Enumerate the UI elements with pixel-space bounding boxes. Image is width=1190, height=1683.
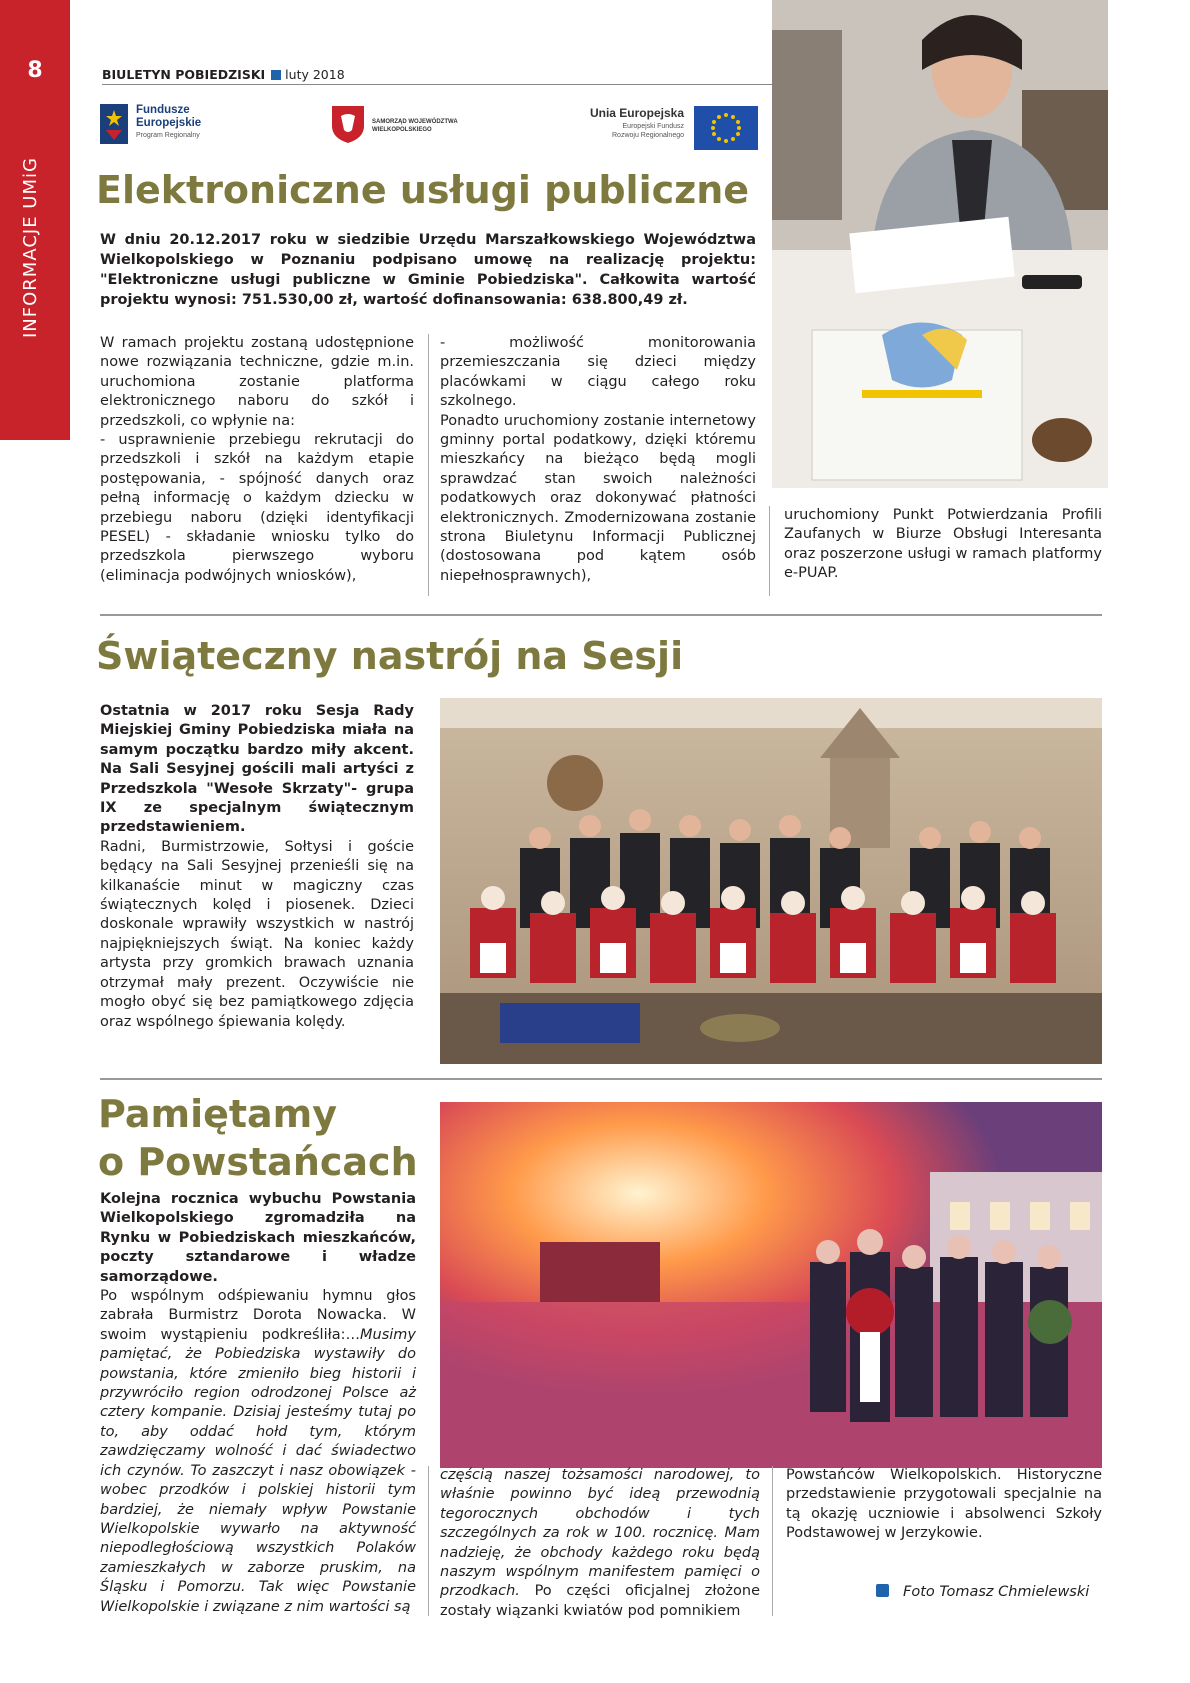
title-line: o Powstańcach bbox=[98, 1140, 418, 1184]
column-divider bbox=[769, 506, 770, 596]
eu-flag-icon bbox=[694, 106, 758, 150]
wlkp-line2: WIELKOPOLSKIEGO bbox=[372, 127, 432, 133]
header-rule bbox=[102, 84, 772, 85]
speech-quote: Musimy pamiętać, że Pobiedziska wystawiły do powstania, które zmieniło bieg historii i przywróciło region odrodzonej Polsce aż cztery kompanie. Dzisiaj jesteśmy tutaj po to, aby oddać hołd tym, którym zawdzięczamy wolność i dać świadectwo ich czynów. To zaszczyt i nasz obowiązek - wobec przodków i polskiej historii tym bardziej, że niemały wpływ Powstanie Wielkopolskie wywarło na aktywność niepodległościową wszystkich Polaków zamieszkałych w zaborze pruskim, na Śląsku i Pomorzu. Tak więc Powstanie Wielkopolskie i związane z nim wartości są bbox=[100, 1326, 416, 1615]
section-divider bbox=[100, 1078, 1102, 1080]
article-column-3: uruchomiony Punkt Potwierdzania Profili Zaufanych w Biurze Obsługi Interesanta oraz poszerzone usługi w ramach platformy e-PUAP. bbox=[784, 507, 1102, 582]
article-title-insurgents bbox=[98, 1090, 418, 1186]
article-text bbox=[100, 702, 414, 1032]
blue-square-icon bbox=[271, 70, 281, 80]
article-title-session: Świąteczny nastrój na Sesji bbox=[96, 634, 684, 678]
wlkp-line1: SAMORZĄD WOJEWÓDZTWA bbox=[372, 119, 458, 125]
commemoration-photo bbox=[440, 1102, 1102, 1468]
paragraph: - możliwość monitorowania przemieszczania się dzieci między placówkami w ciągu całego roku szkolnego. bbox=[440, 335, 756, 410]
column-divider bbox=[428, 1466, 429, 1616]
paragraph: Ponadto uruchomiony zostanie internetowy gminny portal podatkowy, dzięki któremu mieszkańcy na bieżąco będą mogli sprawdzać stan swoich należności podatkowych oraz dokonywać płatności elektronicznych. Zmodernizowana zostanie strona Biuletynu Informacji Publicznej (dostosowana pod kątem osób niepełnosprawnych), bbox=[440, 412, 756, 584]
credit-text: Foto Tomasz Chmielewski bbox=[903, 1584, 1090, 1600]
running-header bbox=[102, 67, 345, 82]
issue-date: luty 2018 bbox=[285, 67, 345, 82]
page-number: 8 bbox=[27, 58, 43, 83]
article-column-1 bbox=[100, 334, 414, 586]
column-divider bbox=[772, 1466, 773, 1616]
fe-line2: Europejskie bbox=[136, 117, 202, 129]
article-lead: W dniu 20.12.2017 roku w siedzibie Urzędu Marszałkowskiego Województwa Wielkopolskiego w Poznaniu podpisano umowę na realizację projektu: "Elektroniczne usługi publiczne w Gminie Pobiedziska". Całkowita wartość projektu wynosi: 751.530,00 zł, wartość dofinansowania: 638.800,49 zł. bbox=[100, 232, 756, 308]
article-text bbox=[100, 1190, 416, 1617]
article-column-3: Powstańców Wielkopolskich. Historyczne przedstawienie przygotowali specjalnie na tą okazję uczniowie i absolwenci Szkoły Podstawowej w Jerzykowie. bbox=[786, 1467, 1102, 1542]
speech-quote-cont: częścią naszej tożsamości narodowej, to właśnie powinno być ideą przewodnią tegorocznych obchodów i tych szczególnych za rok w 100. rocznicę. Mam nadzieję, że obchody każdego roku będą naszym wspólnym manifestem pamięci o przodkach. bbox=[440, 1467, 760, 1600]
publication-name: BIULETYN POBIEDZISKI bbox=[102, 67, 266, 82]
photo-credit bbox=[876, 1584, 1089, 1600]
fe-line1: Fundusze bbox=[136, 104, 190, 116]
article-title-e-services: Elektroniczne usługi publiczne bbox=[96, 168, 750, 212]
article-lead: Ostatnia w 2017 roku Sesja Rady Miejskiej Gminy Pobiedziska miała na samym początku bardzo miły akcent. Na Sali Sesyjnej gościli mali artyści z Przedszkola "Wesołe Skrzaty"- grupa IX ze specjalnym świątecznym przedstawieniem. bbox=[100, 703, 414, 836]
paragraph: - usprawnienie przebiegu rekrutacji do przedszkoli i szkół na każdym etapie postępowania, - spójność danych oraz pełną informację o każdym dziecku w przebiegu naboru (dzięki identyfikacji PESEL) - składanie wniosku tylko do przedszkola pierwszego wyboru (eliminacja podwójnych wniosków), bbox=[100, 432, 414, 584]
paragraph: Radni, Burmistrzowie, Sołtysi i goście będący na Sali Sesyjnej przenieśli się na kilkanaście minut w magiczny czas świątecznych kolęd i piosenek. Dzieci doskonale wprawiły wszystkich w nastrój najpiękniejszych świąt. Na koniec każdy artysta przy gromkich brawach uznania otrzymał mały prezent. Oczywiście nie mogło obyć się bez pamiątkowego zdjęcia oraz wspólnego śpiewania kolędy. bbox=[100, 838, 414, 1030]
eagle-crest-icon bbox=[330, 104, 366, 144]
paragraph: W ramach projektu zostaną udostępnione nowe rozwiązania techniczne, gdzie m.in. uruchomiona zostanie platforma elektronicznego naboru do szkół i przedszkoli, co wpłynie na: bbox=[100, 335, 414, 429]
article-column-2 bbox=[440, 334, 756, 586]
column-divider bbox=[428, 334, 429, 596]
fundusze-europejskie-logo bbox=[100, 102, 230, 150]
section-label: INFORMACJE UMiG bbox=[20, 157, 41, 338]
fe-stars-icon bbox=[100, 104, 128, 144]
paragraph bbox=[100, 1287, 416, 1617]
session-group-photo bbox=[440, 698, 1102, 1064]
wielkopolska-logo bbox=[330, 104, 480, 144]
blue-square-icon bbox=[876, 1584, 889, 1597]
paragraph: Po części oficjalnej złożone zostały wiązanki kwiatów pod pomnikiem bbox=[440, 1583, 760, 1619]
unia-europejska-logo bbox=[576, 104, 762, 150]
speech-intro: Po wspólnym odśpiewaniu hymnu głos zabrała Burmistrz Dorota Nowacka. W swoim wystąpieniu podkreśliła:… bbox=[100, 1288, 416, 1343]
ue-line2: Europejski Fundusz bbox=[622, 123, 684, 130]
article-lead: Kolejna rocznica wybuchu Powstania Wielkopolskiego zgromadziła na Rynku w Pobiedziskach mieszkańców, poczty sztandarowe i władze samorządowe. bbox=[100, 1191, 416, 1285]
ue-line3: Rozwoju Regionalnego bbox=[612, 132, 684, 139]
article-column-2 bbox=[440, 1466, 760, 1621]
contract-signing-photo bbox=[772, 0, 1108, 488]
section-divider bbox=[100, 614, 1102, 616]
title-line: Pamiętamy bbox=[98, 1092, 338, 1136]
ue-line1: Unia Europejska bbox=[589, 106, 684, 120]
fe-line3: Program Regionalny bbox=[136, 132, 200, 139]
